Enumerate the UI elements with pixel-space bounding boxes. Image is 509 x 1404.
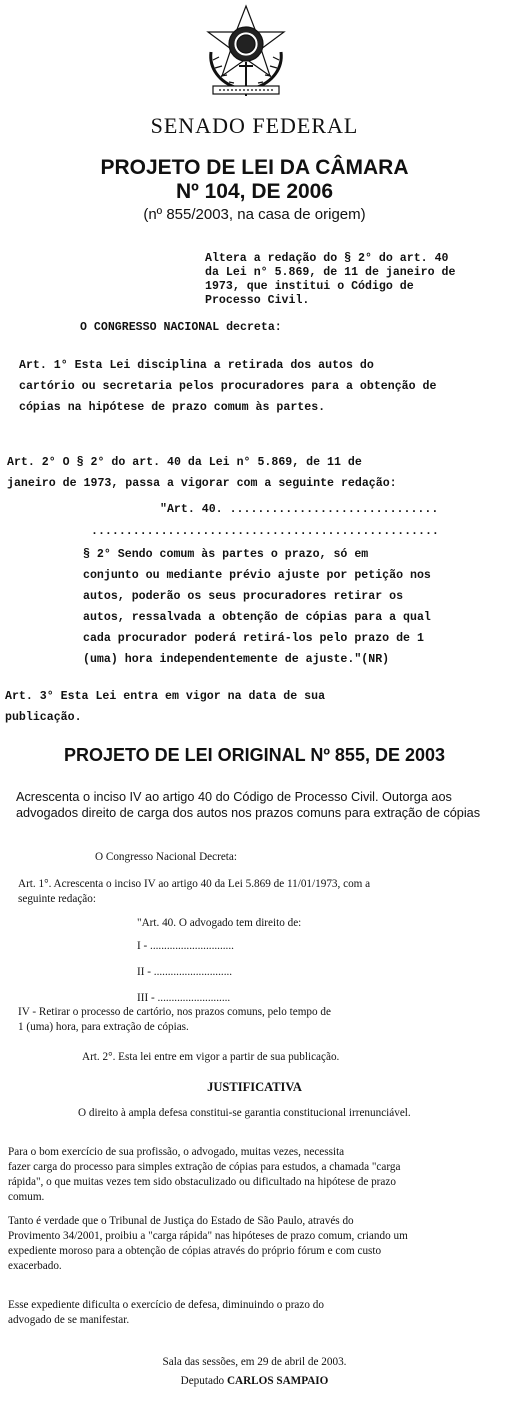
art-40-heading: "Art. 40. ..............................: [160, 503, 439, 516]
original-item-iv: IV - Retirar o processo de cartório, nos prazos comuns, pelo tempo de 1 (uma) hora, para extração de cópias.: [18, 1006, 331, 1033]
list-item: II - ............................: [137, 966, 233, 978]
original-bill-title: PROJETO DE LEI ORIGINAL Nº 855, DE 2003: [63, 745, 446, 765]
congress-decrees: O CONGRESSO NACIONAL decreta:: [80, 321, 282, 334]
article-2: Art. 2° O § 2° do art. 40 da Lei n° 5.869, de 11 de janeiro de 1973, passa a vigorar com a seguinte redação:: [7, 456, 397, 490]
project-title: PROJETO DE LEI DA CÂMARA: [100, 156, 409, 179]
project-number: Nº 104, DE 2006: [175, 180, 334, 203]
signoff-date: Sala das sessões, em 29 de abril de 2003.: [162, 1356, 347, 1368]
list-item: I - ..............................: [137, 940, 234, 952]
justification-paragraph-4: Esse expediente dificulta o exercício de defesa, diminuindo o prazo do advogado de se manifestar.: [8, 1299, 324, 1326]
coat-of-arms-icon: [199, 2, 293, 100]
deputy-name: CARLOS SAMPAIO: [226, 1375, 329, 1387]
list-item: III - ..........................: [137, 992, 231, 1004]
signoff-deputy: [0, 1374, 509, 1389]
original-bill-summary: Acrescenta o inciso IV ao artigo 40 do Código de Processo Civil. Outorga aos advogados direito de carga dos autos nos prazos comuns para extração de cópias: [16, 790, 481, 820]
justification-title: JUSTIFICATIVA: [207, 1080, 302, 1094]
paragraph-2: § 2° Sendo comum às partes o prazo, só em conjunto ou mediante prévio ajuste por petição nos autos, poderão os seus procuradores retirar os autos, ressalvada a obtenção de cópias para a qual cada procurador poderá retirá-los pelo prazo de 1 (uma) hora independentemente de ajuste."(NR): [83, 548, 431, 666]
bill-ementa: Altera a redação do § 2° do art. 40 da Lei n° 5.869, de 11 de janeiro de 1973, que institui o Código de Processo Civil.: [205, 252, 456, 307]
omission-dots: ..................................................: [91, 525, 439, 538]
deputy-prefix: Deputado: [180, 1375, 225, 1387]
original-article-1: Art. 1°. Acrescenta o inciso IV ao artigo 40 da Lei 5.869 de 11/01/1973, com a seguinte redação:: [18, 878, 371, 905]
justification-paragraph-3: Tanto é verdade que o Tribunal de Justiça do Estado de São Paulo, através do Provimento 34/2001, proibiu a "carga rápida" nas hipóteses de prazo comum, criando um expediente moroso para a obtenção de cópias através do próprio fórum e com custo exacerbado.: [8, 1215, 408, 1272]
original-congress-decrees: O Congresso Nacional Decreta:: [95, 851, 237, 863]
justification-paragraph-1: O direito à ampla defesa constitui-se garantia constitucional irrenunciável.: [78, 1107, 411, 1119]
article-1: Art. 1° Esta Lei disciplina a retirada dos autos do cartório ou secretaria pelos procuradores para a obtenção de cópias na hipótese de prazo comum às partes.: [19, 359, 437, 414]
original-art-40-quote: "Art. 40. O advogado tem direito de:: [137, 917, 302, 929]
origin-note: (nº 855/2003, na casa de origem): [143, 206, 366, 223]
senate-heading: SENADO FEDERAL: [150, 113, 359, 138]
article-3: Art. 3° Esta Lei entra em vigor na data de sua publicação.: [5, 690, 326, 724]
justification-paragraph-2: Para o bom exercício de sua profissão, o advogado, muitas vezes, necessita fazer carga do processo para simples extração de cópias para estudos, a chamada "carga rápida", o que muitas vezes tem sido obstaculizado ou dificultado na hipótese de prazo comum.: [8, 1146, 401, 1203]
original-article-2: Art. 2°. Esta lei entre em vigor a partir de sua publicação.: [82, 1051, 340, 1063]
